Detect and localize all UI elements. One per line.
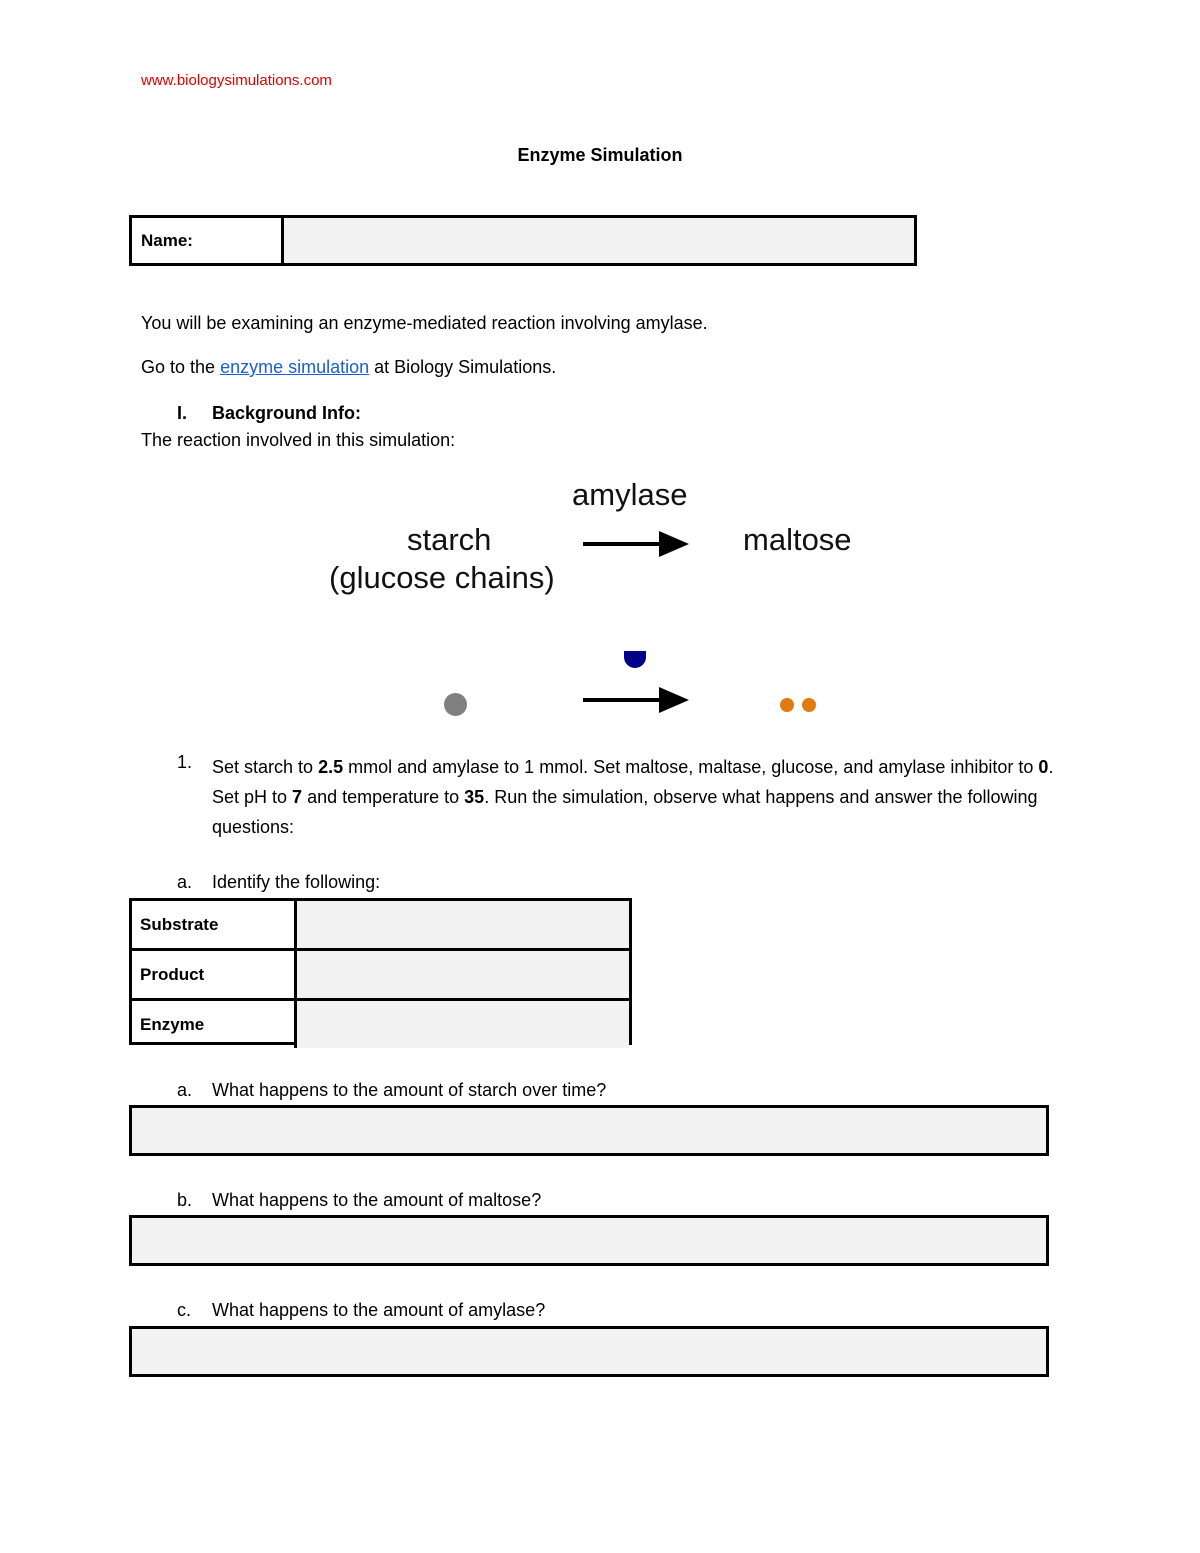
table-row [132, 901, 629, 951]
enzyme-label: amylase [572, 477, 688, 512]
section-numeral: I. [177, 403, 188, 423]
enzyme-simulation-link[interactable]: enzyme simulation [220, 357, 370, 377]
starch-molecule-icon [444, 693, 467, 716]
row-label: Product [132, 951, 297, 998]
maltose-molecule-icon [802, 698, 816, 712]
table-row [132, 951, 629, 1001]
particle-arrow-icon [583, 698, 683, 702]
site-url: www.biologysimulations.com [141, 72, 332, 89]
instruction-text: . Set pH to [212, 757, 1054, 807]
question-text: What happens to the amount of starch over time? [212, 1080, 607, 1100]
question-text: Identify the following: [212, 872, 381, 892]
instruction-text: mmol and amylase to [343, 757, 525, 777]
product-label: maltose [743, 522, 852, 557]
question-letter: a. [177, 1080, 193, 1100]
intro-text: You will be examining an enzyme-mediated reaction involving amylase. [141, 313, 708, 333]
intro-text-before: Go to the [141, 357, 221, 377]
enzyme-answer-field[interactable] [297, 1001, 629, 1048]
intro-link-line [141, 357, 556, 378]
reaction-arrow-icon [583, 542, 683, 546]
temperature-value: 35 [464, 787, 485, 807]
starch-value: 2.5 [318, 757, 344, 777]
section-title: Background Info: [212, 403, 361, 423]
row-label: Substrate [132, 901, 297, 948]
instruction-text: . Run the simulation, observe what happens and answer the following questions: [212, 787, 1038, 837]
inhibitor-value: 0 [1038, 757, 1049, 777]
amylase-value: 1 [524, 757, 535, 777]
question-text: What happens to the amount of maltose? [212, 1190, 542, 1210]
question-letter: c. [177, 1300, 192, 1320]
instruction-text: Set starch to [212, 757, 319, 777]
question-text: What happens to the amount of amylase? [212, 1300, 546, 1320]
name-label: Name: [132, 218, 284, 263]
section-text: The reaction involved in this simulation: [141, 430, 456, 450]
row-label: Enzyme [132, 1001, 297, 1048]
name-input[interactable] [284, 218, 914, 263]
starch-answer-field[interactable] [129, 1105, 1049, 1156]
instruction-text: mmol. Set maltose, maltase, glucose, and amylase inhibitor to [534, 757, 1039, 777]
amylase-molecule-icon [624, 651, 646, 668]
substrate-label: starch [407, 522, 492, 557]
item-instructions [212, 752, 1072, 842]
question-letter: a. [177, 872, 193, 892]
maltose-answer-field[interactable] [129, 1215, 1049, 1266]
page-title: Enzyme Simulation [517, 145, 683, 165]
ph-value: 7 [292, 787, 303, 807]
amylase-answer-field[interactable] [129, 1326, 1049, 1377]
name-table [129, 215, 917, 266]
substrate-note: (glucose chains) [329, 560, 555, 595]
identify-table [129, 898, 632, 1045]
question-letter: b. [177, 1190, 193, 1210]
intro-text-after: at Biology Simulations. [369, 357, 557, 377]
instruction-text: and temperature to [302, 787, 465, 807]
table-row [132, 1001, 629, 1048]
product-answer-field[interactable] [297, 951, 629, 998]
item-number: 1. [177, 752, 193, 772]
maltose-molecule-icon [780, 698, 794, 712]
substrate-answer-field[interactable] [297, 901, 629, 948]
